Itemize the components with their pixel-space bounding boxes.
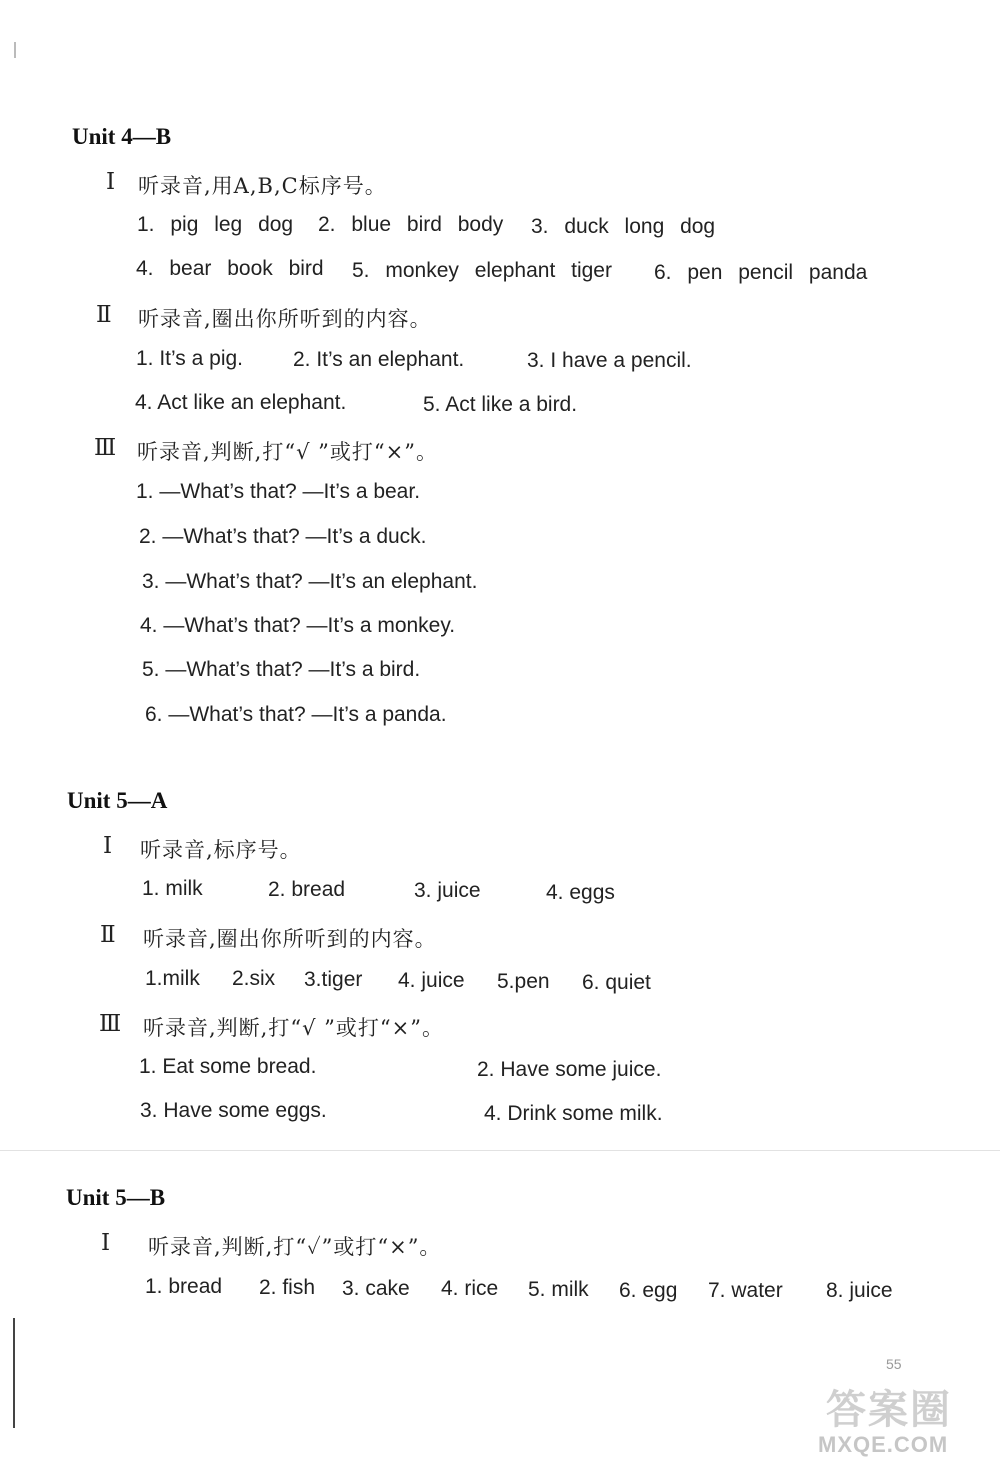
list-item: 6. egg <box>619 1279 678 1302</box>
list-item: 4. bear book bird <box>136 257 324 280</box>
unit-4b-section-2-instruction: 听录音,圈出你所听到的内容。 <box>138 307 432 331</box>
list-item: 6. pen pencil panda <box>654 261 868 284</box>
margin-mark-bottom <box>13 1318 15 1428</box>
unit-5a-section-1-numeral: Ⅰ <box>103 833 113 858</box>
list-item: 1.milk <box>145 967 200 990</box>
unit-4b-section-1-instruction: 听录音,用A,B,C标序号。 <box>138 174 387 198</box>
unit-4b-section-3-instruction: 听录音,判断,打“√ ”或打“×”。 <box>137 440 438 464</box>
list-item: 2. fish <box>259 1276 316 1299</box>
list-item: 4. rice <box>441 1277 499 1300</box>
unit-4b-title: Unit 4—B <box>72 124 172 149</box>
list-item: 2. blue bird body <box>318 213 504 236</box>
list-item: 4. Act like an elephant. <box>135 391 347 414</box>
list-item: 3. I have a pencil. <box>527 349 692 372</box>
unit-5a-section-1-instruction: 听录音,标序号。 <box>140 838 302 862</box>
list-item: 3. cake <box>342 1277 410 1300</box>
unit-5b-section-1-numeral: Ⅰ <box>101 1230 111 1255</box>
list-item: 7. water <box>708 1279 783 1302</box>
list-item: 1. bread <box>145 1275 223 1298</box>
list-item: 3. Have some eggs. <box>140 1099 327 1122</box>
margin-mark-top <box>14 42 16 58</box>
list-item: 3. duck long dog <box>531 215 716 238</box>
dialogue-item: 2. —What’s that? —It’s a duck. <box>139 525 427 548</box>
list-item: 6. quiet <box>582 971 651 994</box>
list-item: 4. Drink some milk. <box>484 1102 663 1125</box>
list-item: 5. milk <box>528 1278 589 1301</box>
dialogue-item: 5. —What’s that? —It’s a bird. <box>142 658 421 681</box>
list-item: 1. Eat some bread. <box>139 1055 317 1078</box>
unit-4b-section-2-numeral: Ⅱ <box>96 302 112 327</box>
unit-4b-section-1-numeral: Ⅰ <box>106 169 116 194</box>
list-item: 4. juice <box>398 969 465 992</box>
watermark-url: MXQE.COM <box>818 1432 949 1457</box>
list-item: 1. milk <box>142 877 203 900</box>
list-item: 2. Have some juice. <box>477 1058 662 1081</box>
page-number: 55 <box>886 1356 902 1372</box>
dialogue-item: 6. —What’s that? —It’s a panda. <box>145 703 447 726</box>
unit-5b-section-1-instruction: 听录音,判断,打“✓”或打“×”。 <box>148 1235 442 1259</box>
unit-5a-section-2-instruction: 听录音,圈出你所听到的内容。 <box>143 927 437 951</box>
list-item: 5.pen <box>497 970 550 993</box>
list-item: 2. It’s an elephant. <box>293 348 465 371</box>
unit-4b-section-3-numeral: Ⅲ <box>94 435 117 460</box>
section-divider <box>0 1150 1000 1151</box>
unit-5a-section-2-numeral: Ⅱ <box>100 922 116 947</box>
list-item: 1. It’s a pig. <box>136 347 244 370</box>
dialogue-item: 4. —What’s that? —It’s a monkey. <box>140 614 456 637</box>
list-item: 3. juice <box>414 879 481 902</box>
list-item: 1. pig leg dog <box>137 213 294 236</box>
list-item: 5. Act like a bird. <box>423 393 578 416</box>
list-item: 2.six <box>232 967 276 990</box>
list-item: 5. monkey elephant tiger <box>352 259 612 282</box>
list-item: 8. juice <box>826 1279 893 1302</box>
dialogue-item: 3. —What’s that? —It’s an elephant. <box>142 570 478 593</box>
unit-5a-section-3-numeral: Ⅲ <box>99 1011 122 1036</box>
unit-5a-section-3-instruction: 听录音,判断,打“√ ”或打“×”。 <box>143 1016 444 1040</box>
dialogue-item: 1. —What’s that? —It’s a bear. <box>136 480 421 503</box>
list-item: 2. bread <box>268 878 346 901</box>
list-item: 4. eggs <box>546 881 615 904</box>
list-item: 3.tiger <box>304 968 363 991</box>
unit-5b-title: Unit 5—B <box>66 1185 166 1210</box>
unit-5a-title: Unit 5—A <box>67 788 168 813</box>
watermark-logo: 答案圈 <box>826 1388 952 1432</box>
